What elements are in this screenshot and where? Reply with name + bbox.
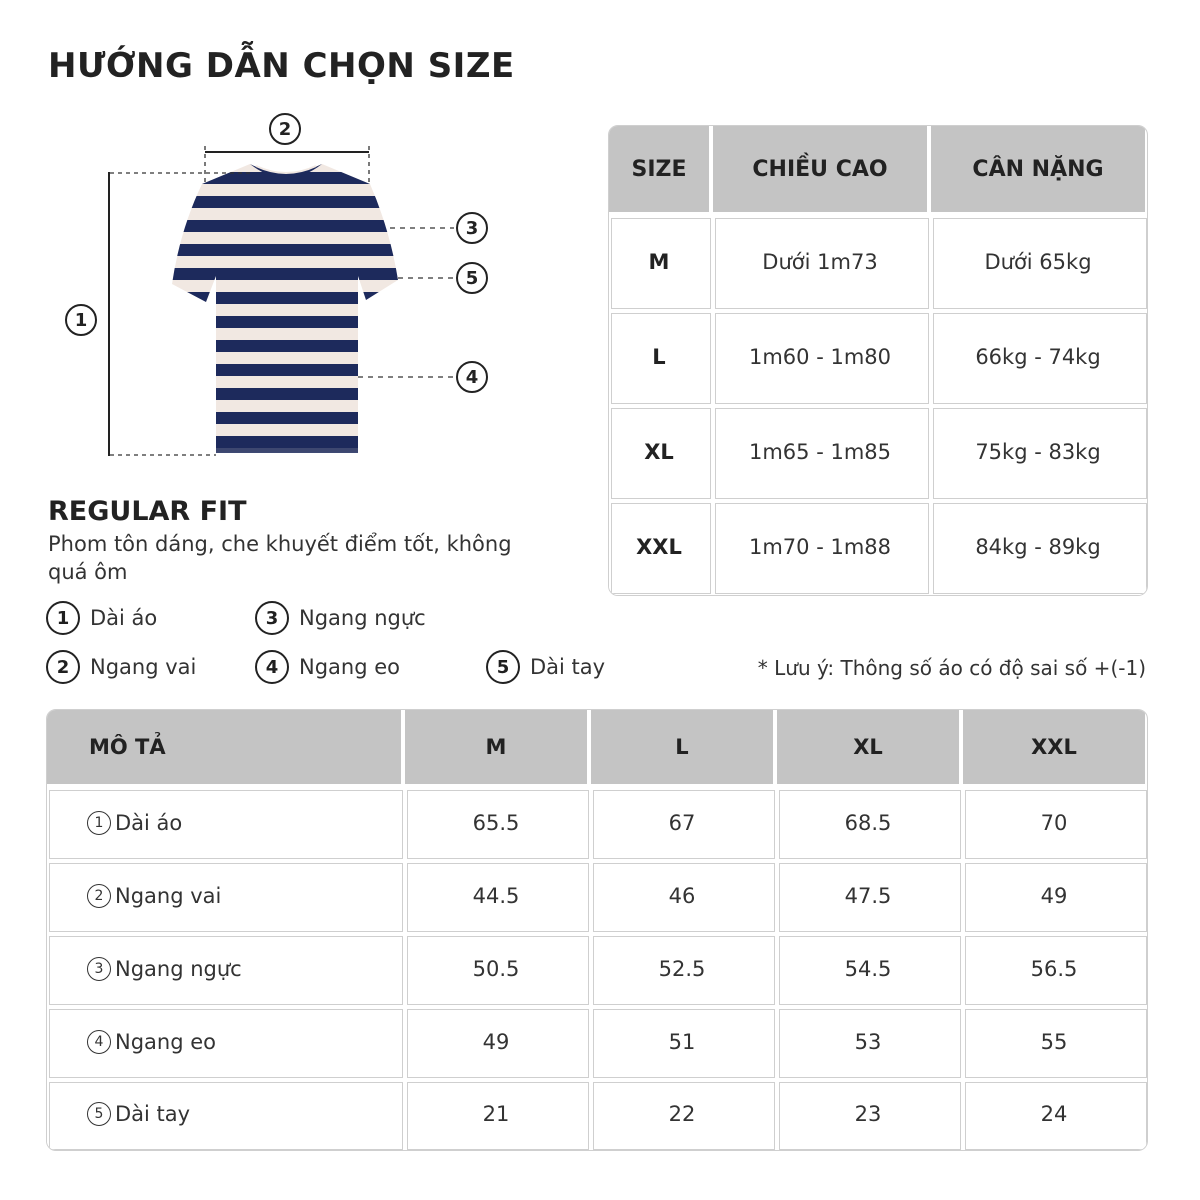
- measure-table-header: XXL: [963, 710, 1148, 788]
- size-cell: XXL: [609, 501, 713, 596]
- measure-label: Dài áo: [115, 810, 183, 835]
- shirt-stripe: [160, 196, 420, 208]
- weight-cell: Dưới 65kg: [931, 216, 1148, 311]
- marker-4: 4: [456, 361, 488, 393]
- measure-desc-cell: [47, 788, 405, 861]
- legend-number: 5: [486, 650, 520, 684]
- measure-number: 1: [87, 811, 111, 835]
- measure-value: 50.5: [405, 934, 591, 1007]
- measurement-table: [46, 709, 1148, 1151]
- measure-value: 67: [591, 788, 777, 861]
- fit-description: Phom tôn dáng, che khuyết điểm tốt, không quá ôm: [48, 532, 512, 584]
- size-table-header: SIZE: [609, 126, 713, 216]
- size-table-header: CÂN NẶNG: [931, 126, 1148, 216]
- height-cell: Dưới 1m73: [713, 216, 931, 311]
- shirt-stripe: [160, 364, 420, 376]
- measure-value: 51: [591, 1007, 777, 1080]
- measure-value: 68.5: [777, 788, 963, 861]
- marker-2: 2: [269, 113, 301, 145]
- legend-number: 2: [46, 650, 80, 684]
- measure-value: 46: [591, 861, 777, 934]
- measure-value: 22: [591, 1080, 777, 1151]
- measure-desc-cell: [47, 1080, 405, 1151]
- measure-value: 44.5: [405, 861, 591, 934]
- measure-label: Ngang ngực: [115, 956, 242, 981]
- fit-title: REGULAR FIT: [48, 496, 247, 527]
- height-cell: 1m65 - 1m85: [713, 406, 931, 501]
- shirt-stripe: [160, 340, 420, 352]
- size-cell: L: [609, 311, 713, 406]
- measure-value: 54.5: [777, 934, 963, 1007]
- legend-label: Dài áo: [90, 606, 158, 630]
- tshirt-measurement-diagram: [40, 110, 520, 480]
- measure-value: 24: [963, 1080, 1148, 1151]
- measure-number: 4: [87, 1030, 111, 1054]
- measure-value: 52.5: [591, 934, 777, 1007]
- measure-value: 23: [777, 1080, 963, 1151]
- measure-label: Ngang eo: [115, 1029, 216, 1054]
- measure-desc-cell: [47, 1007, 405, 1080]
- measure-table-header: MÔ TẢ: [47, 710, 405, 788]
- measure-table-header: XL: [777, 710, 963, 788]
- legend-number: 4: [255, 650, 289, 684]
- measure-number: 5: [87, 1102, 111, 1126]
- legend-label: Ngang ngực: [299, 606, 426, 630]
- measure-number: 2: [87, 884, 111, 908]
- measure-label: Ngang vai: [115, 883, 222, 908]
- shirt-stripe: [160, 244, 420, 256]
- shirt-stripe: [160, 316, 420, 328]
- measure-value: 56.5: [963, 934, 1148, 1007]
- shirt-stripe: [160, 292, 420, 304]
- measure-value: 49: [405, 1007, 591, 1080]
- legend-number: 3: [255, 601, 289, 635]
- shirt-stripe: [160, 412, 420, 424]
- shirt-stripe: [160, 436, 420, 448]
- size-recommendation-table: [608, 125, 1148, 596]
- tshirt-illustration: [40, 110, 520, 480]
- legend-item-waist: [255, 649, 400, 685]
- measure-value: 65.5: [405, 788, 591, 861]
- marker-1: 1: [65, 304, 97, 336]
- weight-cell: 75kg - 83kg: [931, 406, 1148, 501]
- legend-item-length: [46, 600, 157, 636]
- measure-desc-cell: [47, 934, 405, 1007]
- legend-item-chest: [255, 600, 426, 636]
- measure-value: 49: [963, 861, 1148, 934]
- measure-value: 70: [963, 788, 1148, 861]
- measure-table-header: L: [591, 710, 777, 788]
- measure-value: 53: [777, 1007, 963, 1080]
- tolerance-note: * Lưu ý: Thông số áo có độ sai số +(-1): [757, 656, 1146, 680]
- measure-label: Dài tay: [115, 1102, 191, 1126]
- legend-label: Ngang vai: [90, 655, 197, 679]
- measure-number: 3: [87, 957, 111, 981]
- marker-5: 5: [456, 262, 488, 294]
- legend-item-sleeve: [486, 649, 605, 685]
- measure-value: 55: [963, 1007, 1148, 1080]
- legend-label: Ngang eo: [299, 655, 400, 679]
- legend-item-shoulder: [46, 649, 196, 685]
- marker-3: 3: [456, 212, 488, 244]
- size-table-header: CHIỀU CAO: [713, 126, 931, 216]
- shirt-stripe: [160, 388, 420, 400]
- size-cell: M: [609, 216, 713, 311]
- legend-label: Dài tay: [530, 655, 606, 679]
- shirt-stripe: [160, 220, 420, 232]
- measure-value: 47.5: [777, 861, 963, 934]
- legend-number: 1: [46, 601, 80, 635]
- measure-value: 21: [405, 1080, 591, 1151]
- height-cell: 1m60 - 1m80: [713, 311, 931, 406]
- weight-cell: 84kg - 89kg: [931, 501, 1148, 596]
- shirt-stripe: [160, 268, 420, 280]
- measure-desc-cell: [47, 861, 405, 934]
- page-title: HƯỚNG DẪN CHỌN SIZE: [48, 46, 515, 86]
- height-cell: 1m70 - 1m88: [713, 501, 931, 596]
- size-cell: XL: [609, 406, 713, 501]
- weight-cell: 66kg - 74kg: [931, 311, 1148, 406]
- measure-table-header: M: [405, 710, 591, 788]
